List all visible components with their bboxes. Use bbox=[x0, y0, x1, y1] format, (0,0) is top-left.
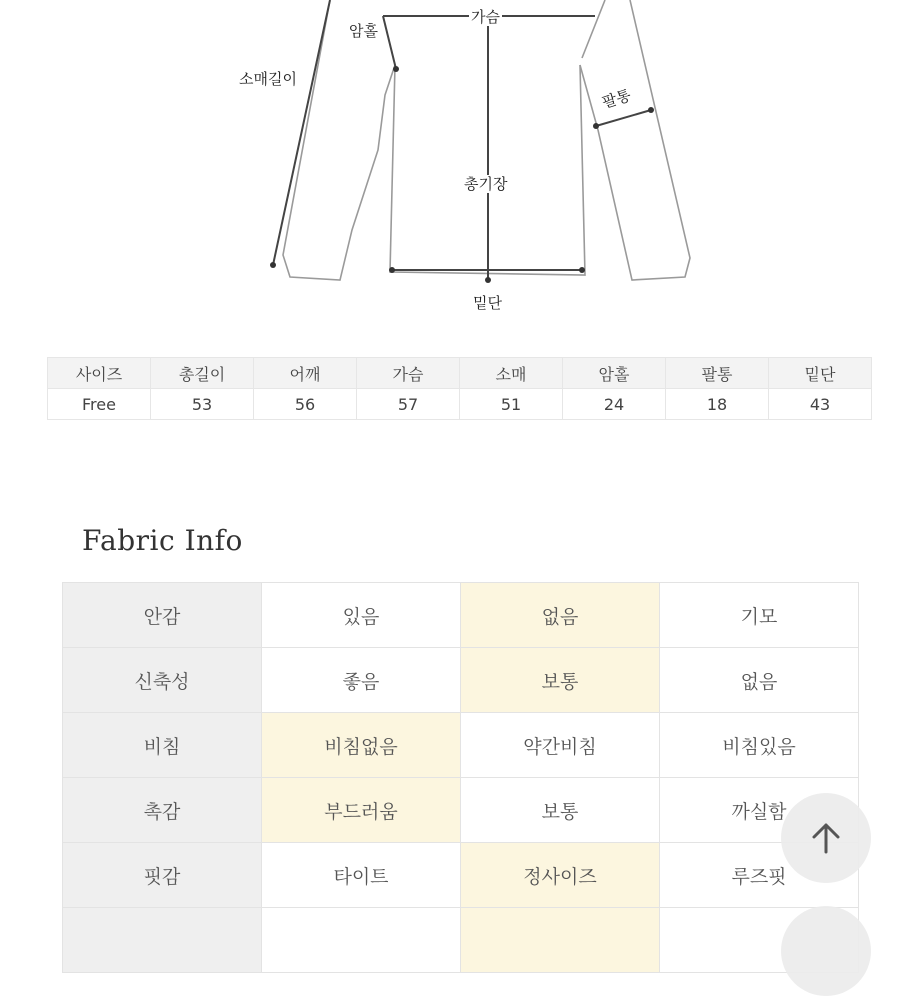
fabric-info-title: Fabric Info bbox=[82, 524, 243, 557]
sleeve-width-label: 팔통 bbox=[600, 86, 633, 112]
sleeve-length-label: 소매길이 bbox=[239, 70, 297, 88]
total-length-label: 총기장 bbox=[464, 175, 508, 193]
fabric-option-selected: 부드러움 bbox=[262, 778, 461, 843]
fabric-row-label: 안감 bbox=[63, 583, 262, 648]
size-table-cell: Free bbox=[48, 389, 151, 420]
fabric-row-label: 핏감 bbox=[63, 843, 262, 908]
size-table-cell: 57 bbox=[357, 389, 460, 420]
garment-outline bbox=[0, 0, 921, 320]
arrow-up-icon bbox=[808, 820, 844, 856]
armhole-label: 암홀 bbox=[349, 22, 378, 40]
size-table-header-cell: 어깨 bbox=[254, 358, 357, 389]
fabric-option: 좋음 bbox=[262, 648, 461, 713]
fabric-row-label: 비침 bbox=[63, 713, 262, 778]
fabric-option bbox=[63, 908, 262, 973]
size-table-cell: 18 bbox=[666, 389, 769, 420]
size-table-cell: 24 bbox=[563, 389, 666, 420]
measurement-diagram bbox=[0, 0, 921, 320]
fabric-row bbox=[63, 583, 859, 648]
fabric-option: 기모 bbox=[660, 583, 859, 648]
fabric-option: 약간비침 bbox=[461, 713, 660, 778]
fabric-info-table bbox=[62, 582, 859, 973]
size-table-header-cell: 팔통 bbox=[666, 358, 769, 389]
floating-button[interactable] bbox=[781, 906, 871, 996]
fabric-row bbox=[63, 908, 859, 973]
size-table-cell: 56 bbox=[254, 389, 357, 420]
size-table-header-cell: 사이즈 bbox=[48, 358, 151, 389]
fabric-option-selected: 보통 bbox=[461, 648, 660, 713]
fabric-row bbox=[63, 843, 859, 908]
fabric-option: 루즈핏 bbox=[660, 843, 859, 908]
fabric-option-selected: 정사이즈 bbox=[461, 843, 660, 908]
fabric-row bbox=[63, 713, 859, 778]
scroll-top-button[interactable] bbox=[781, 793, 871, 883]
fabric-row-label: 신축성 bbox=[63, 648, 262, 713]
fabric-option: 까실함 bbox=[660, 778, 859, 843]
size-table bbox=[47, 357, 872, 420]
size-table-header-cell: 소매 bbox=[460, 358, 563, 389]
fabric-row-label: 촉감 bbox=[63, 778, 262, 843]
size-table-cell: 43 bbox=[769, 389, 872, 420]
size-table-header-cell: 암홀 bbox=[563, 358, 666, 389]
fabric-option bbox=[461, 908, 660, 973]
fabric-option: 보통 bbox=[461, 778, 660, 843]
size-table-header-cell: 밑단 bbox=[769, 358, 872, 389]
size-table-header-cell: 가슴 bbox=[357, 358, 460, 389]
fabric-row bbox=[63, 648, 859, 713]
chest-label: 가슴 bbox=[471, 8, 500, 26]
fabric-row bbox=[63, 778, 859, 843]
size-table-row bbox=[48, 389, 872, 420]
fabric-option-selected: 비침없음 bbox=[262, 713, 461, 778]
hem-label: 밑단 bbox=[473, 294, 502, 312]
fabric-option: 타이트 bbox=[262, 843, 461, 908]
size-table-header-row bbox=[48, 358, 872, 389]
fabric-option bbox=[262, 908, 461, 973]
fabric-option: 있음 bbox=[262, 583, 461, 648]
size-table-header-cell: 총길이 bbox=[151, 358, 254, 389]
fabric-option-selected: 없음 bbox=[461, 583, 660, 648]
fabric-option: 비침있음 bbox=[660, 713, 859, 778]
fabric-option: 없음 bbox=[660, 648, 859, 713]
size-table-cell: 53 bbox=[151, 389, 254, 420]
size-table-cell: 51 bbox=[460, 389, 563, 420]
